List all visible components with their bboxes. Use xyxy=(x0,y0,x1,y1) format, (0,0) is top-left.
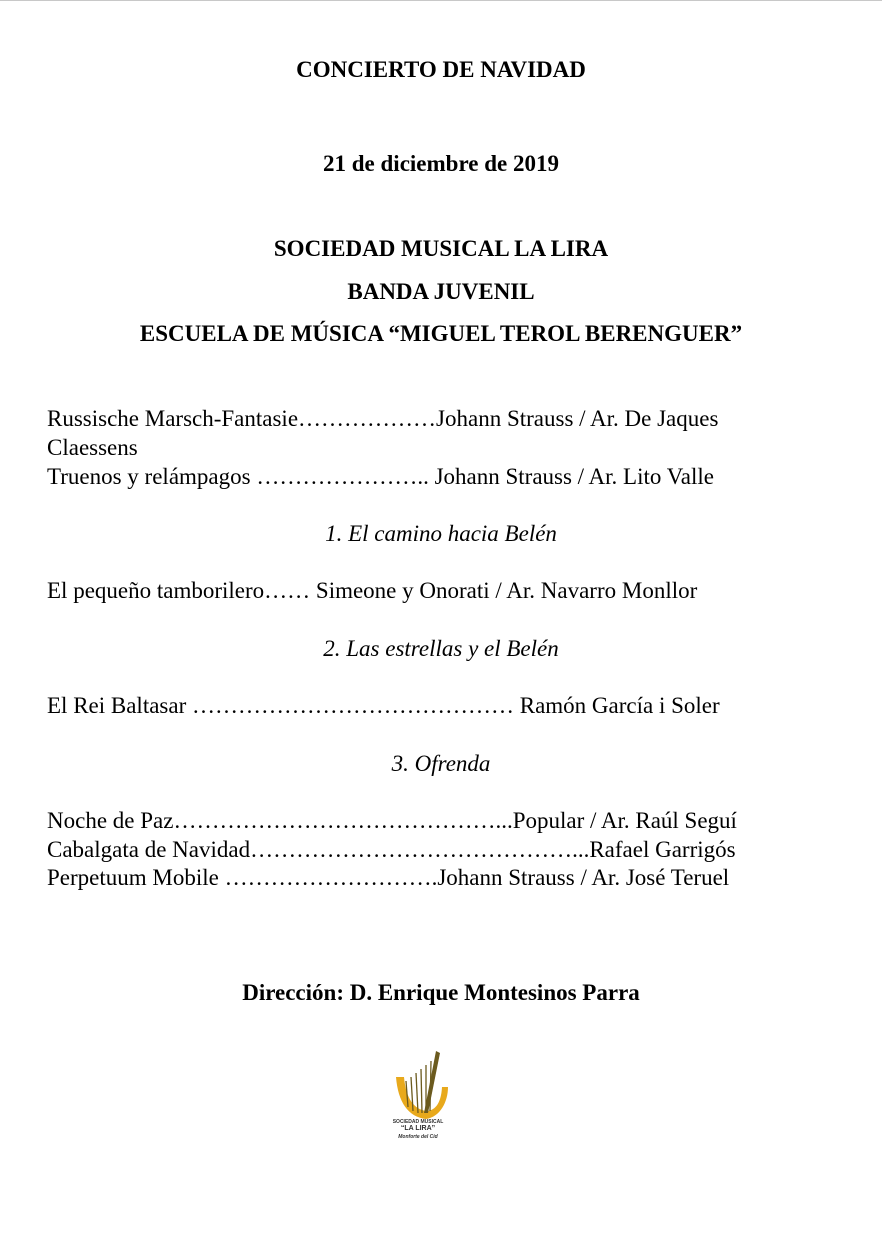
program-item: El pequeño tamborilero…… Simeone y Onorati / Ar. Navarro Monllor xyxy=(47,578,698,603)
program-item: El Rei Baltasar …………………………………… Ramón García i Soler xyxy=(47,693,720,718)
concert-title: CONCIERTO DE NAVIDAD xyxy=(296,57,586,82)
logo-line-3: Monforte del Cid xyxy=(398,1134,438,1140)
program-item: Truenos y relámpagos ………………….. Johann Strauss / Ar. Lito Valle xyxy=(47,464,714,489)
concert-date: 21 de diciembre de 2019 xyxy=(323,151,559,176)
logo-line-2: “LA LIRA” xyxy=(400,1125,436,1132)
section-heading: 1. El camino hacia Belén xyxy=(325,521,557,546)
logo-line-1: SOCIEDAD MUSICAL xyxy=(392,1119,444,1125)
program-item-continuation: Claessens xyxy=(47,435,138,460)
program-item: Cabalgata de Navidad……………………………………...Rafael Garrigós xyxy=(47,837,736,862)
organizer-society: SOCIEDAD MUSICAL LA LIRA xyxy=(273,236,609,261)
conductor-credit: Dirección: D. Enrique Montesinos Parra xyxy=(242,980,640,1005)
section-heading: 2. Las estrellas y el Belén xyxy=(323,636,559,661)
program-item: Perpetuum Mobile ……………………….Johann Strauss / Ar. José Teruel xyxy=(47,865,730,890)
organizer-band: BANDA JUVENIL xyxy=(347,279,535,304)
program-item: Noche de Paz……………………………………...Popular / Ar. Raúl Seguí xyxy=(47,808,737,833)
organizer-school: ESCUELA DE MÚSICA “MIGUEL TEROL BERENGUER” xyxy=(139,321,743,346)
section-heading: 3. Ofrenda xyxy=(391,751,491,776)
program-item: Russische Marsch-Fantasie………………Johann Strauss / Ar. De Jaques xyxy=(47,406,719,431)
